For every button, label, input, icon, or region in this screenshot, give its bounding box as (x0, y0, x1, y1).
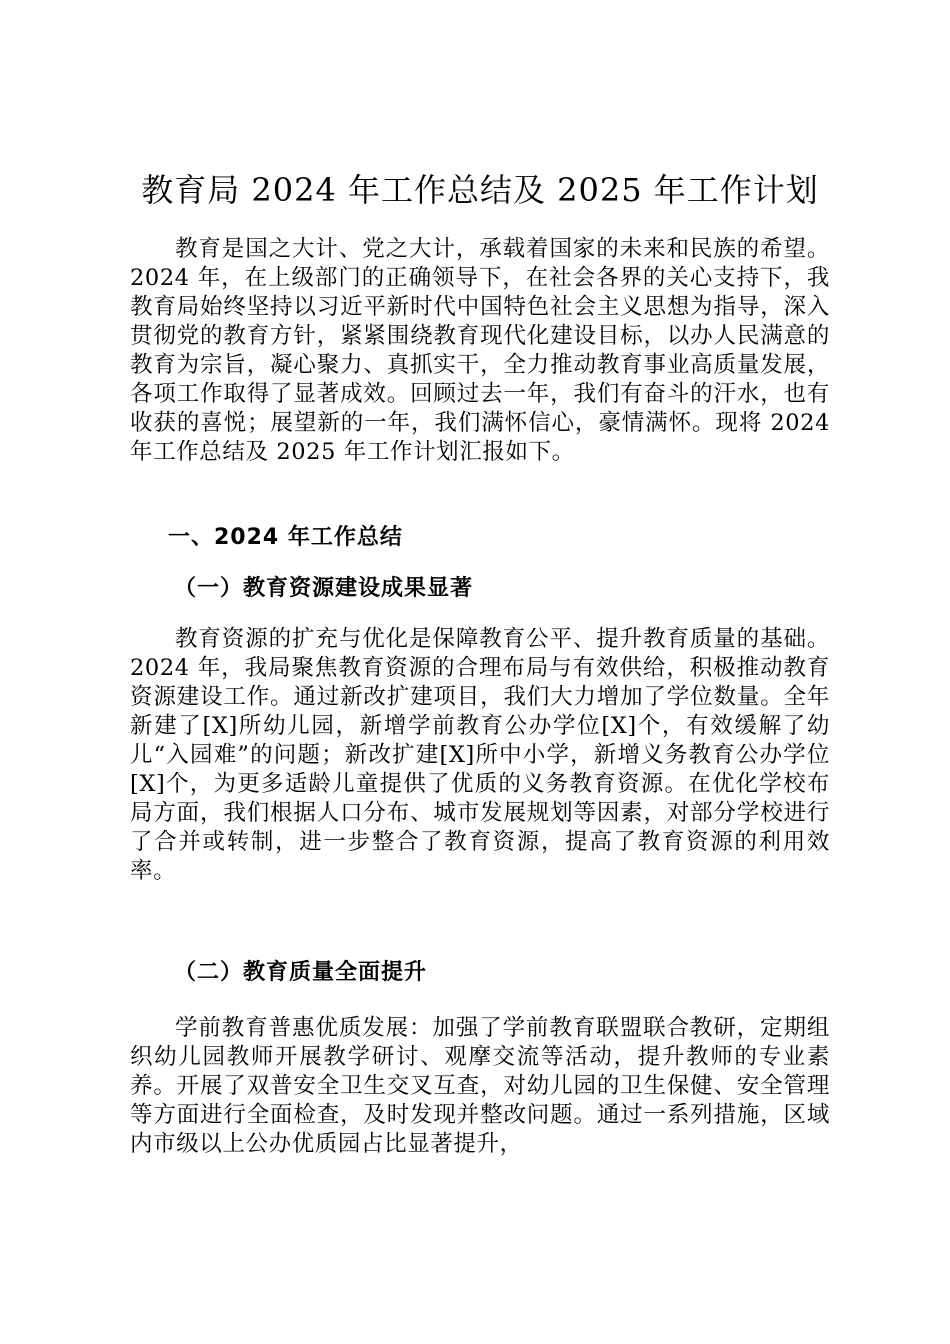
subsection-heading-education-resources: （一）教育资源建设成果显著 (174, 576, 474, 601)
intro-paragraph: 教育是国之大计、党之大计，承载着国家的未来和民族的希望。2024 年，在上级部门的正确领导下，在社会各界的关心支持下，我教育局始终坚持以习近平新时代中国特色社会主义思想为指导，深入贯彻党的教育方针，紧紧围绕教育现代化建设目标，以办人民满意的教育为宗旨，凝心聚力、真抓实干，全力推动教育事业高质量发展，各项工作取得了显著成效。回顾过去一年，我们有奋斗的汗水，也有收获的喜悦；展望新的一年，我们满怀信心，豪情满怀。现将 2024 年工作总结及 2025 年工作计划汇报如下。 (130, 236, 830, 465)
document-title: 教育局 2024 年工作总结及 2025 年工作计划 (141, 171, 819, 209)
section-heading-2024-summary: 一、2024 年工作总结 (168, 525, 403, 550)
education-quality-paragraph: 学前教育普惠优质发展：加强了学前教育联盟联合教研，定期组织幼儿园教师开展教学研讨、观摩交流等活动，提升教师的专业素养。开展了双普安全卫生交叉互查，对幼儿园的卫生保健、安全管理等方面进行全面检查，及时发现并整改问题。通过一系列措施，区域内市级以上公办优质园占比显著提升， (130, 1015, 830, 1157)
subsection-heading-education-quality: （二）教育质量全面提升 (174, 960, 428, 985)
education-resources-paragraph: 教育资源的扩充与优化是保障教育公平、提升教育质量的基础。2024 年，我局聚焦教育资源的合理布局与有效供给，积极推动教育资源建设工作。通过新改扩建项目，我们大力增加了学位数量。全年新建了[X]所幼儿园，新增学前教育公办学位[X]个，有效缓解了幼儿“入园难”的问题；新改扩建[X]所中小学，新增义务教育公办学位[X]个，为更多适龄儿童提供了优质的义务教育资源。在优化学校布局方面，我们根据人口分布、城市发展规划等因素，对部分学校进行了合并或转制，进一步整合了教育资源，提高了教育资源的利用效率。 (130, 626, 830, 884)
